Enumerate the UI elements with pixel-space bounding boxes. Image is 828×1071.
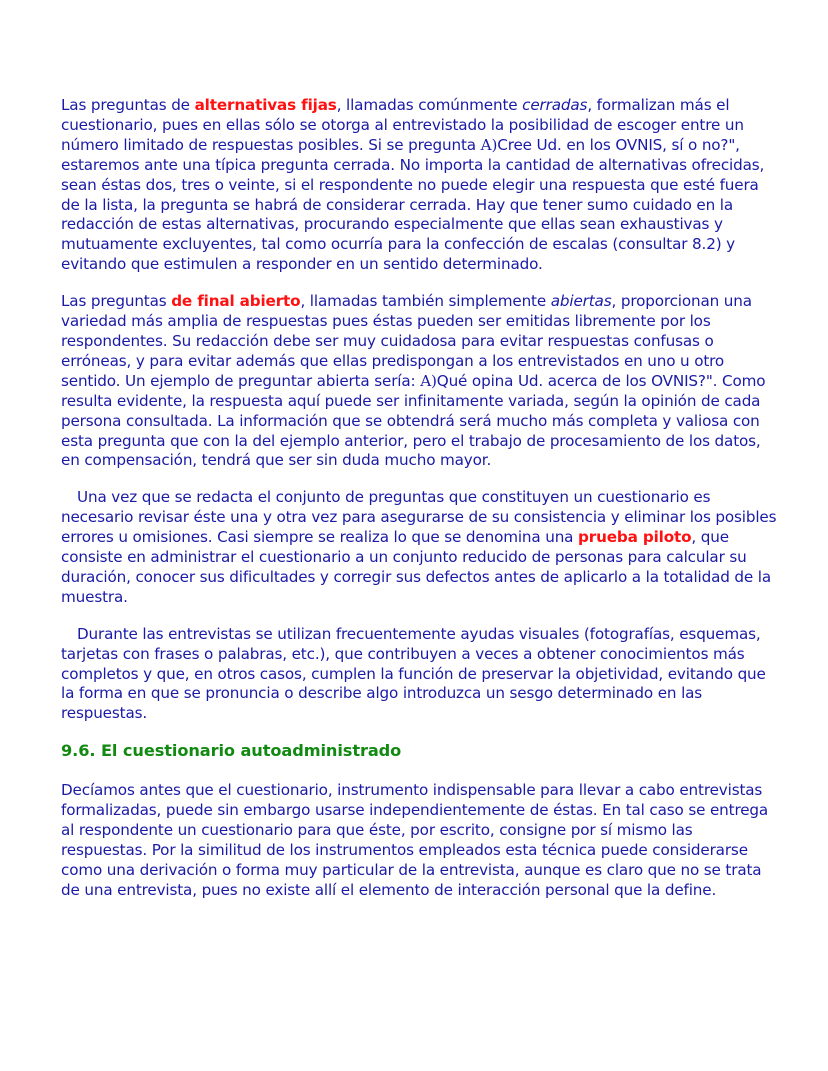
paragraph-open-questions [61, 292, 778, 471]
emphasis-text: cerradas [522, 96, 588, 114]
keyword-highlight: de final abierto [171, 292, 301, 311]
text-run: , proporcionan una variedad más amplia de respuestas pues éstas pueden ser emitidas libremente por los respondentes. Su redacción debe ser muy cuidadosa para evitar respuestas confusas o erróneas, y para evitar además que ellas predispongan a los entrevistados en uno u otro sentido. Un ejemplo de preguntar abierta sería: [61, 292, 752, 390]
text-run: , llamadas también simplemente [300, 292, 551, 311]
section-heading: 9.6. El cuestionario autoadministrado [61, 741, 402, 761]
text-run: , que consiste en administrar el cuestionario a un conjunto reducido de personas para calcular su duración, conocer sus dificultades y corregir sus defectos antes de aplicarlo a la totalidad de la muestra. [61, 528, 771, 606]
paragraph-closed-questions [61, 96, 778, 275]
text-run: Qué opina Ud. acerca de los OVNIS?". Como resulta evidente, la respuesta aquí puede ser infinitamente variada, según la opinión de cada persona consultada. La información que se obtendrá será mucho más completa y valiosa con esta pregunta que con la del ejemplo anterior, pero el trabajo de procesamiento de los datos, en compensación, tendrá que ser sin duda mucho mayor. [61, 371, 766, 470]
question-mark-symbol: A) [480, 135, 498, 154]
emphasis-text: abiertas [550, 292, 612, 311]
text-run: Cree Ud. en los OVNIS, sí o no?", estaremos ante una típica pregunta cerrada. No importa la cantidad de alternativas ofrecidas, sean éstas dos, tres o veinte, si el respondente no puede elegir una respuesta que esté fuera de la lista, la pregunta se habrá de considerar cerrada. Hay que tener sumo cuidado en la redacción de estas alternativas, procurando especialmente que ellas sean exhaustivas y mutuamente excluyentes, tal como ocurría para la confección de escalas (consultar 8.2) y evitando que estimulen a responder en un sentido determinado. [61, 135, 765, 274]
question-mark-symbol: A) [420, 371, 437, 390]
text-run: Una vez que se redacta el conjunto de preguntas que constituyen un cuestionario es necesario revisar éste una y otra vez para asegurarse de su consistencia y eliminar los posibles errores u omisiones. Casi siempre se realiza lo que se denomina una [61, 488, 777, 547]
text-run: , llamadas comúnmente [336, 96, 523, 114]
text-run: Las preguntas [61, 292, 172, 311]
paragraph-visual-aids: Durante las entrevistas se utilizan frecuentemente ayudas visuales (fotografías, esquemas, tarjetas con frases o palabras, etc.), que contribuyen a veces a obtener conocimientos más completos y que, en otros casos, cumplen la función de preservar la objetividad, evitando que la forma en que se pronuncia o describe algo introduzca un sesgo determinado en las respuestas. [61, 624, 766, 723]
text-run: , formalizan más el cuestionario, pues en ellas sólo se otorga al entrevistado la posibilidad de escoger entre un número limitado de respuestas posibles. Si se pregunta [61, 96, 744, 154]
paragraph-self-administered: Decíamos antes que el cuestionario, instrumento indispensable para llevar a cabo entrevistas formalizadas, puede sin embargo usarse independientemente de éstas. En tal caso se entrega al respondente un cuestionario para que éste, por escrito, consigne por sí mismo las respuestas. Por la similitud de los instrumentos empleados esta técnica puede considerarse como una derivación o forma muy particular de la entrevista, aunque es claro que no se trata de una entrevista, pues no existe allí el elemento de interacción personal que la define. [61, 781, 769, 899]
keyword-highlight: prueba piloto [578, 528, 692, 547]
paragraph-pilot-test [61, 488, 778, 607]
text-run: Las preguntas de [61, 96, 195, 114]
keyword-highlight: alternativas fijas [194, 96, 337, 114]
